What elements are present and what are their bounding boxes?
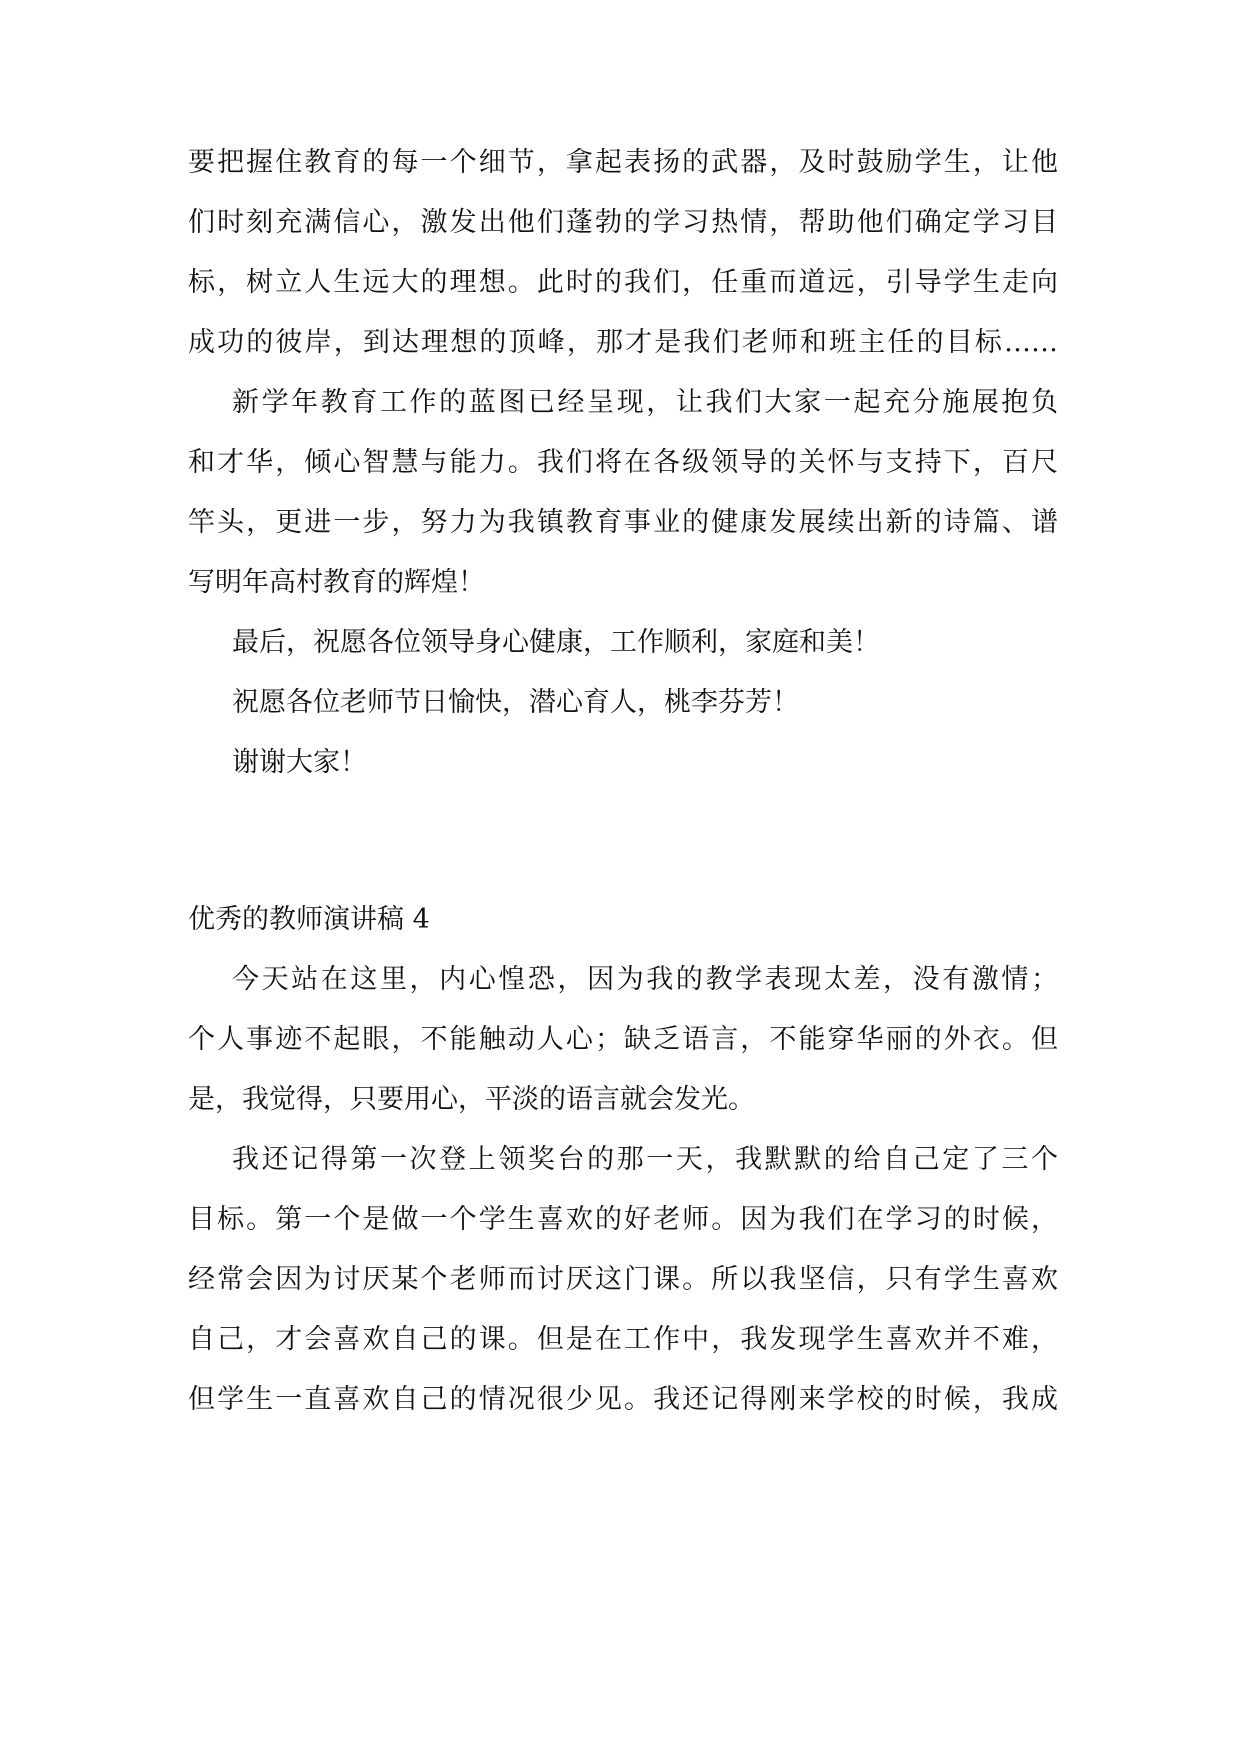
section-heading: 优秀的教师演讲稿 4 bbox=[188, 904, 430, 935]
paragraph-line: 但学生一直喜欢自己的情况很少见。我还记得刚来学校的时候，我成 bbox=[188, 1384, 1058, 1415]
paragraph-line: 和才华，倾心智慧与能力。我们将在各级领导的关怀与支持下，百尺 bbox=[188, 447, 1058, 478]
paragraph-line: 今天站在这里，内心惶恐，因为我的教学表现太差，没有激情； bbox=[232, 964, 1058, 995]
paragraph-line: 最后，祝愿各位领导身心健康，工作顺利，家庭和美！ bbox=[232, 627, 880, 658]
paragraph-line: 自己，才会喜欢自己的课。但是在工作中，我发现学生喜欢并不难， bbox=[188, 1324, 1058, 1355]
paragraph-line: 要把握住教育的每一个细节，拿起表扬的武器，及时鼓励学生，让他 bbox=[188, 147, 1058, 178]
paragraph-line: 写明年高村教育的辉煌！ bbox=[188, 567, 485, 598]
paragraph-line: 我还记得第一次登上领奖台的那一天，我默默的给自己定了三个 bbox=[232, 1144, 1058, 1175]
paragraph-line: 竿头，更进一步，努力为我镇教育事业的健康发展续出新的诗篇、谱 bbox=[188, 507, 1058, 538]
paragraph-line: 新学年教育工作的蓝图已经呈现，让我们大家一起充分施展抱负 bbox=[232, 387, 1058, 418]
paragraph-line: 个人事迹不起眼，不能触动人心；缺乏语言，不能穿华丽的外衣。但 bbox=[188, 1024, 1058, 1055]
paragraph-line: 祝愿各位老师节日愉快，潜心育人，桃李芬芳！ bbox=[232, 687, 799, 718]
paragraph-line: 经常会因为讨厌某个老师而讨厌这门课。所以我坚信，只有学生喜欢 bbox=[188, 1264, 1058, 1295]
paragraph-line: 谢谢大家！ bbox=[232, 747, 367, 778]
paragraph-line: 们时刻充满信心，激发出他们蓬勃的学习热情，帮助他们确定学习目 bbox=[188, 207, 1058, 238]
paragraph-line: 是，我觉得，只要用心，平淡的语言就会发光。 bbox=[188, 1084, 755, 1115]
paragraph-line: 目标。第一个是做一个学生喜欢的好老师。因为我们在学习的时候， bbox=[188, 1204, 1058, 1235]
paragraph-line: 成功的彼岸，到达理想的顶峰，那才是我们老师和班主任的目标…… bbox=[188, 327, 1058, 358]
paragraph-line: 标，树立人生远大的理想。此时的我们，任重而道远，引导学生走向 bbox=[188, 267, 1058, 298]
